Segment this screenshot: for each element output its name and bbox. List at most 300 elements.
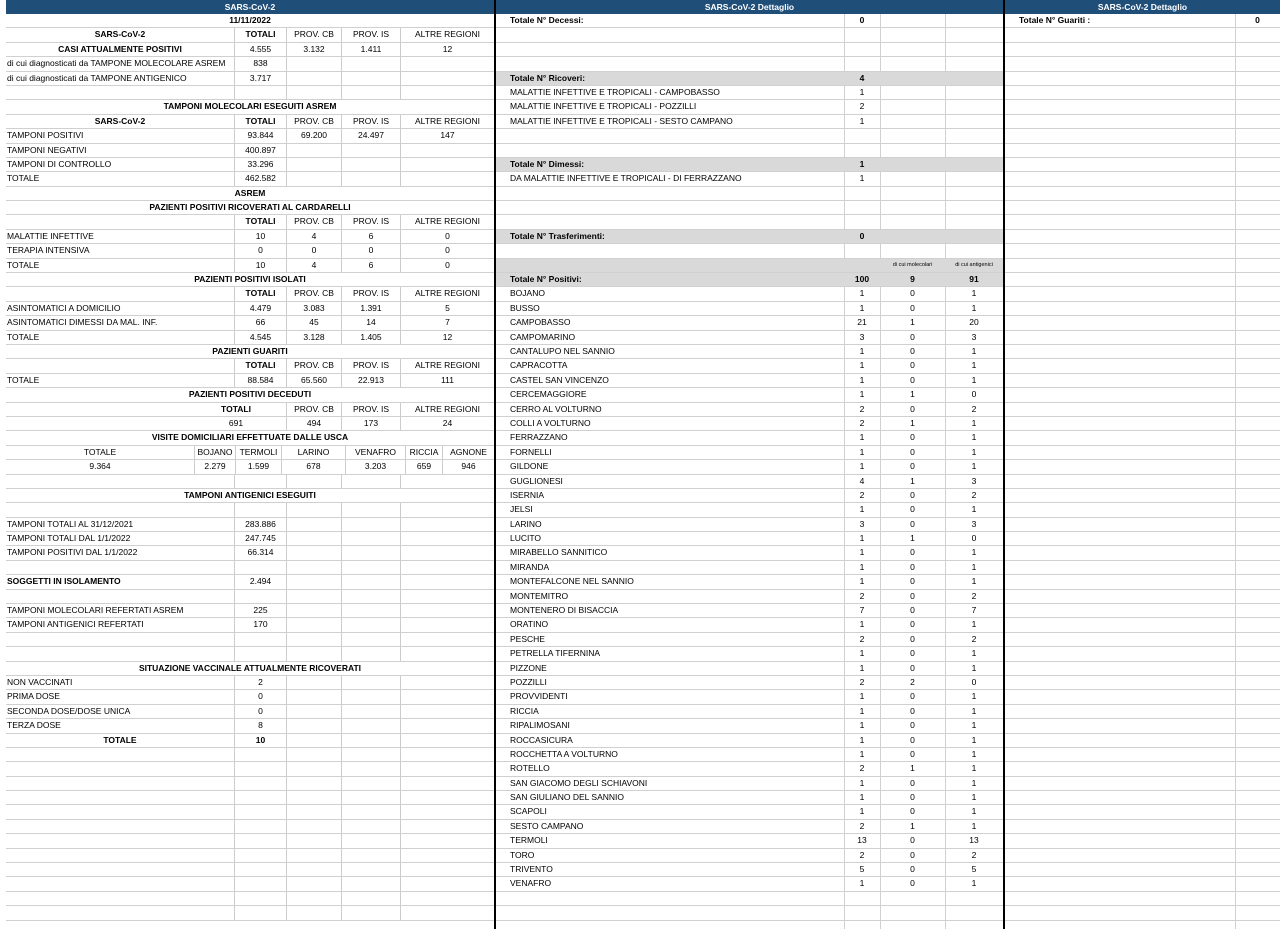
table-cell: 1 [971,734,977,745]
table-cell: TERMOLI [510,835,548,846]
table-cell [945,215,1003,228]
table-cell: 1 [971,576,977,587]
table-cell [1005,302,1235,315]
table-row [6,86,494,100]
table-cell [1235,129,1280,142]
table-cell: di cui molecolari [892,261,933,268]
table-cell [1005,172,1235,185]
table-cell [880,57,945,70]
table-cell [1005,144,1235,157]
table-cell [1235,316,1280,329]
table-row [6,719,494,733]
table-cell [400,906,494,919]
table-cell [234,561,286,574]
left-panel [6,0,494,929]
table-cell: Totale N° Ricoveri: [510,72,586,83]
table-cell: TAMPONI TOTALI DAL 1/1/2022 [7,533,131,544]
table-cell: PROV. IS [341,115,400,128]
right-grid [1005,14,1280,929]
table-cell [1005,805,1235,818]
table-row [6,590,494,604]
table-cell: 1 [859,432,865,443]
table-cell [1005,705,1235,718]
table-cell: TERMOLI [235,446,281,459]
table-cell [400,849,494,862]
table-cell: ALTRE REGIONI [400,359,494,372]
table-cell [1235,115,1280,128]
comune-row [496,475,1003,489]
comune-row [496,777,1003,791]
table-cell [234,892,286,905]
table-cell: 659 [405,460,442,473]
table-cell: PROV. CB [286,215,341,228]
table-cell [1005,259,1235,272]
table-cell [1235,100,1280,113]
table-cell: CERRO AL VOLTURNO [510,403,602,414]
comune-row [496,618,1003,632]
table-cell [844,892,880,905]
table-cell [496,215,844,228]
table-cell: 2 [859,590,865,601]
table-cell: 12 [400,43,494,56]
table-cell: 0 [910,705,915,716]
table-cell [286,546,341,559]
table-cell [341,172,400,185]
table-cell: MIRABELLO SANNITICO [510,547,608,558]
table-cell: RICCIA [510,705,539,716]
table-cell [1235,633,1280,646]
table-cell [234,503,286,516]
table-cell [341,618,400,631]
comune-row [496,662,1003,676]
table-cell: 1 [859,302,865,313]
table-cell: 0 [910,331,915,342]
table-cell: 838 [234,57,286,70]
section-title: VISITE DOMICILIARI EFFETTUATE DALLE USCA [151,432,349,443]
empty-row [1005,287,1280,301]
empty-row [1005,820,1280,834]
report-date: 11/11/2022 [229,15,271,25]
table-row [6,618,494,632]
empty-row [6,820,494,834]
table-cell: 0 [971,676,977,687]
table-cell: 1 [971,561,977,572]
table-cell: 21 [857,317,867,328]
table-row [6,374,494,388]
table-cell [6,86,234,99]
empty-row [1005,561,1280,575]
empty-row [1005,43,1280,57]
table-cell: 494 [286,417,341,430]
table-cell: FERRAZZANO [510,432,568,443]
table-cell [6,633,234,646]
middle-grid [496,14,1003,929]
table-cell: 3 [859,331,865,342]
table-cell: BOJANO [194,446,235,459]
table-row [6,417,494,431]
column-header-row [6,446,494,460]
table-cell: 0 [910,576,915,587]
table-cell [945,244,1003,257]
table-cell: TRIVENTO [510,864,553,875]
table-cell [234,590,286,603]
table-cell [1235,690,1280,703]
table-cell: 1 [971,374,977,385]
empty-row [6,877,494,891]
table-cell [1005,331,1235,344]
table-cell [286,805,341,818]
table-cell: 100 [854,274,870,285]
middle-panel [496,0,1003,929]
table-cell [341,158,400,171]
table-cell [1005,187,1235,200]
table-cell: 65.560 [286,374,341,387]
table-cell [945,115,1003,128]
table-cell [496,129,844,142]
table-cell [880,158,945,171]
table-cell: 13 [857,835,867,846]
table-cell [880,100,945,113]
table-cell [1235,618,1280,631]
table-cell: 1 [971,878,977,889]
table-row [496,43,1003,57]
table-cell [1235,287,1280,300]
table-cell [880,892,945,905]
table-cell [880,43,945,56]
comune-row [496,316,1003,330]
empty-row [1005,834,1280,848]
table-cell [341,518,400,531]
table-cell [1235,28,1280,41]
table-cell [1235,273,1280,286]
empty-row [1005,921,1280,929]
date-row [6,14,494,28]
table-cell [1005,374,1235,387]
table-cell [1235,460,1280,473]
table-cell: 1 [971,792,977,803]
table-cell [496,892,844,905]
table-row [6,388,494,402]
table-cell: TORO [510,849,535,860]
table-cell: JELSI [510,504,533,515]
table-cell: TOTALE [83,446,117,457]
table-cell [286,906,341,919]
table-cell [945,86,1003,99]
table-cell: 6 [341,230,400,243]
table-cell: 0 [910,288,915,299]
table-cell: 0 [234,705,286,718]
comune-row [496,734,1003,748]
table-row [6,287,494,301]
table-cell [844,244,880,257]
table-cell [1005,475,1235,488]
table-cell [1235,921,1280,929]
table-cell: ISERNIA [510,489,545,500]
table-cell: PROV. CB [286,403,341,416]
table-cell [496,259,844,272]
table-cell [286,618,341,631]
table-cell [1005,777,1235,790]
table-cell: FORNELLI [510,446,552,457]
table-cell [6,849,234,862]
table-cell [286,647,341,660]
table-row [6,575,494,589]
table-cell: 2 [971,849,977,860]
table-cell [1005,359,1235,372]
table-row [6,273,494,287]
table-cell: 0 [910,302,915,313]
table-cell [945,201,1003,214]
comune-row [496,489,1003,503]
table-cell: 247.745 [234,532,286,545]
table-cell: 1 [971,504,977,515]
table-cell [1005,662,1235,675]
table-cell: di cui antigenici [955,261,993,268]
table-cell [234,475,286,488]
table-cell [1005,690,1235,703]
table-cell: SCAPOLI [510,806,547,817]
table-cell: 4.545 [234,331,286,344]
table-cell [286,748,341,761]
empty-row [1005,546,1280,560]
table-cell [400,72,494,85]
table-cell: 678 [281,460,345,473]
table-cell: TAMPONI POSITIVI DAL 1/1/2022 [7,547,138,558]
empty-row [1005,302,1280,316]
table-cell [6,791,234,804]
table-cell: MIRANDA [510,561,550,572]
table-row [6,302,494,316]
table-cell [6,503,234,516]
table-cell: LARINO [281,446,345,459]
comune-row [496,877,1003,891]
comune-row [496,417,1003,431]
table-cell [1235,503,1280,516]
table-cell [1005,244,1235,257]
table-cell: 5 [400,302,494,315]
table-cell [1005,43,1235,56]
table-cell: 1 [859,576,865,587]
table-cell [6,877,234,890]
table-cell: TERZA DOSE [7,720,61,731]
table-cell: ALTRE REGIONI [400,215,494,228]
table-cell [341,86,400,99]
table-cell: BUSSO [510,302,540,313]
table-cell [1235,604,1280,617]
table-cell: PETRELLA TIFERNINA [510,648,601,659]
table-cell: 1 [910,317,915,328]
table-cell: 0 [910,734,915,745]
table-cell [1235,417,1280,430]
empty-row [1005,734,1280,748]
right-header: SARS-CoV-2 Dettaglio [1005,0,1280,14]
empty-row [1005,57,1280,71]
table-cell [400,618,494,631]
table-cell: 0 [971,533,977,544]
table-cell [286,892,341,905]
table-cell [1005,230,1235,243]
comune-row [496,532,1003,546]
table-cell [1235,834,1280,847]
table-row [496,215,1003,229]
table-cell [1005,403,1235,416]
comune-row [496,705,1003,719]
table-cell: 3.132 [286,43,341,56]
table-cell: 1 [971,417,977,428]
empty-row [1005,762,1280,776]
table-cell [341,676,400,689]
table-cell [496,201,844,214]
table-cell: 0 [910,878,915,889]
table-cell [6,647,234,660]
table-cell [880,244,945,257]
table-cell: 66.314 [234,546,286,559]
empty-row [1005,201,1280,215]
empty-row [1005,777,1280,791]
table-cell: PROV. IS [341,28,400,41]
table-cell [400,877,494,890]
table-cell: 4 [859,475,865,486]
table-cell: 1 [859,158,865,169]
table-cell: MALATTIE INFETTIVE E TROPICALI - SESTO CAMPANO [510,115,733,126]
table-cell [286,144,341,157]
table-cell: 1 [859,792,865,803]
table-cell [6,590,234,603]
table-cell: 0 [910,547,915,558]
table-cell: CAMPOBASSO [510,317,571,328]
table-cell: 45 [286,316,341,329]
table-cell: 1 [859,720,865,731]
table-cell [844,187,880,200]
table-cell: 0 [910,590,915,601]
table-cell: 2 [859,763,865,774]
empty-row [1005,849,1280,863]
table-cell [1235,518,1280,531]
table-cell: SOGGETTI IN ISOLAMENTO [7,576,121,587]
table-row [6,43,494,57]
table-cell [1235,187,1280,200]
table-cell: 691 [228,417,244,428]
table-row [496,201,1003,215]
table-cell [945,129,1003,142]
table-cell [6,475,234,488]
table-cell: 69.200 [286,129,341,142]
table-cell [341,144,400,157]
table-cell [234,849,286,862]
table-cell: 1 [971,777,977,788]
section-title: PAZIENTI POSITIVI DECEDUTI [188,389,312,400]
table-cell: 0 [910,446,915,457]
table-cell: 1 [859,461,865,472]
table-cell: 0 [910,806,915,817]
table-cell [945,14,1003,27]
table-cell: 4 [286,230,341,243]
table-cell [400,561,494,574]
empty-row [1005,748,1280,762]
table-row [6,215,494,229]
comune-row [496,431,1003,445]
table-cell [1235,575,1280,588]
table-cell [880,906,945,919]
table-cell [1235,532,1280,545]
empty-row [1005,518,1280,532]
empty-row [1005,100,1280,114]
comune-row [496,403,1003,417]
empty-row [1005,158,1280,172]
table-cell: 0 [341,244,400,257]
comune-row [496,690,1003,704]
table-cell: 12 [400,331,494,344]
table-cell [1005,921,1235,929]
table-cell [341,820,400,833]
table-row [496,129,1003,143]
table-cell: 1 [971,547,977,558]
table-cell [286,820,341,833]
table-cell [286,57,341,70]
table-cell: SARS-CoV-2 [94,29,146,40]
table-row [6,129,494,143]
empty-row [1005,676,1280,690]
table-cell [1005,575,1235,588]
table-cell: 1 [971,360,977,371]
table-cell [496,144,844,157]
empty-row [1005,489,1280,503]
table-cell [880,201,945,214]
table-cell: 1 [910,533,915,544]
empty-row [1005,690,1280,704]
table-cell [880,215,945,228]
table-cell [234,834,286,847]
table-cell: LUCITO [510,533,542,544]
table-cell: CAPRACOTTA [510,360,568,371]
table-cell: 8 [234,719,286,732]
table-cell [341,777,400,790]
table-cell: 0 [910,561,915,572]
table-cell: 1 [859,734,865,745]
table-cell: 1 [971,648,977,659]
comune-row [496,604,1003,618]
section-title: PAZIENTI POSITIVI ISOLATI [194,274,306,285]
comune-row [496,575,1003,589]
table-cell: 0 [910,489,915,500]
table-cell [1235,144,1280,157]
right-panel [1005,0,1280,929]
table-cell: 93.844 [234,129,286,142]
table-cell: ASINTOMATICI DIMESSI DA MAL. INF. [7,317,158,328]
table-cell [6,287,234,300]
table-row [6,690,494,704]
empty-row [1005,403,1280,417]
table-cell [844,28,880,41]
table-cell [1235,561,1280,574]
table-cell: 225 [234,604,286,617]
table-cell: TOTALE [7,259,40,270]
table-cell: 1 [859,389,865,400]
table-row [496,57,1003,71]
table-cell [341,575,400,588]
table-cell [1235,215,1280,228]
empty-row [1005,805,1280,819]
comune-row [496,590,1003,604]
empty-row [1005,115,1280,129]
table-cell: 0 [910,648,915,659]
table-row [496,906,1003,920]
table-cell [1235,748,1280,761]
table-cell [400,791,494,804]
empty-row [1005,662,1280,676]
table-cell: 1 [971,763,977,774]
section-title: PAZIENTI GUARITI [212,345,288,356]
